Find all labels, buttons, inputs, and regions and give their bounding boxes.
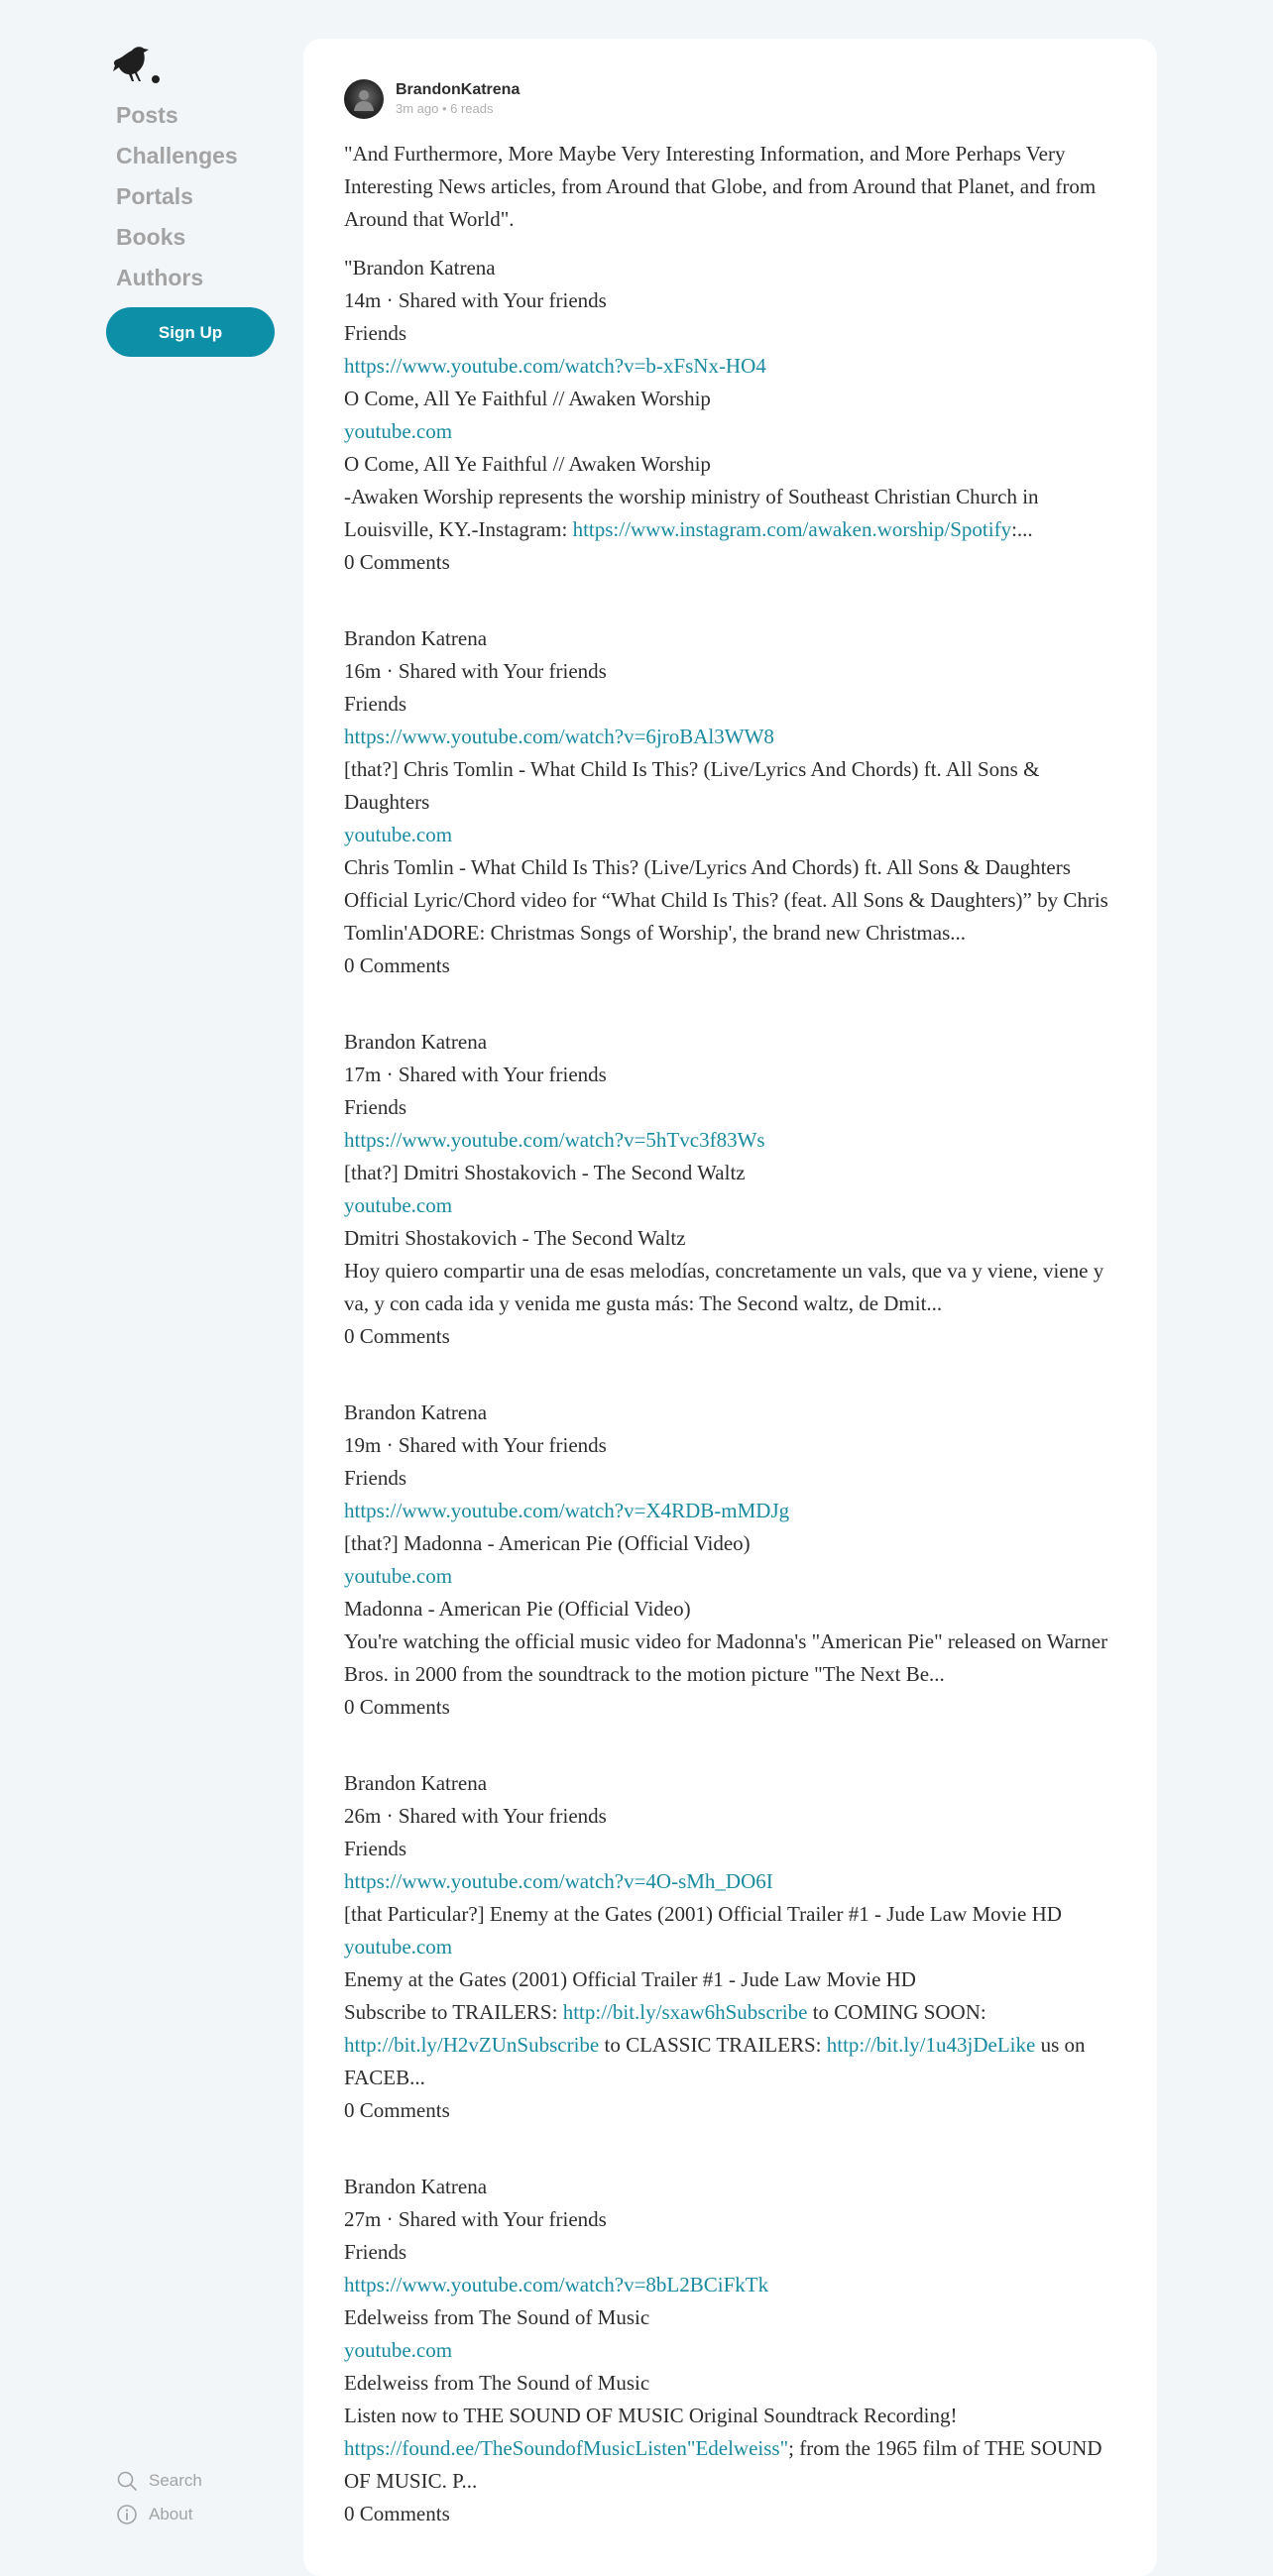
entry-description: Hoy quiero compartir una de esas melodías, concretamente un vals, que va y viene, viene y va, y con cada ida y venida me gusta más: The Second waltz, de Dmit... (344, 1259, 1104, 1315)
entry-description: -Awaken Worship represents the worship ministry of Southeast Christian Church in Louisville, KY.-Instagram: https://www.instagram.com/awaken.worship/Spotify:... (344, 485, 1039, 541)
search-link-label: Search (149, 2471, 202, 2490)
entry-meta: 19m · Shared with Your friends (344, 1433, 607, 1457)
footer-links (116, 2464, 202, 2531)
entry-comments[interactable]: 0 Comments (344, 953, 450, 977)
entry-title: Madonna - American Pie (Official Video) (344, 1597, 691, 1621)
entry-audience: Friends (344, 1095, 406, 1119)
entry-author: Brandon Katrena (344, 1030, 488, 1054)
entry-comments[interactable]: 0 Comments (344, 550, 450, 574)
entry-comments[interactable]: 0 Comments (344, 2502, 450, 2525)
entry-url-link[interactable]: https://www.youtube.com/watch?v=b-xFsNx-HO4 (344, 354, 766, 378)
post-header (344, 76, 1127, 122)
shared-entry (344, 252, 1127, 579)
shared-entry (344, 622, 1127, 982)
info-icon (116, 2504, 138, 2525)
avatar-person-icon (351, 86, 377, 112)
post-intro: "And Furthermore, More Maybe Very Interesting Information, and More Perhaps Very Interesting News articles, from Around that Globe, and from Around that Planet, and from Around that World". (344, 142, 1097, 231)
entry-url-link[interactable]: https://www.youtube.com/watch?v=5hTvc3f83Ws (344, 1128, 765, 1152)
about-link[interactable] (116, 2498, 202, 2531)
entry-caption: Edelweiss from The Sound of Music (344, 2305, 650, 2329)
entry-description: Listen now to THE SOUND OF MUSIC Original Soundtrack Recording! https://found.ee/TheSoundofMusicListen"Edelweiss"; from the 1965 film of THE SOUND OF MUSIC. P... (344, 2404, 1102, 2493)
entry-title: Dmitri Shostakovich - The Second Waltz (344, 1226, 686, 1250)
entry-audience: Friends (344, 321, 406, 345)
nav-posts[interactable]: Posts (116, 102, 178, 128)
entry-title: Enemy at the Gates (2001) Official Trailer #1 - Jude Law Movie HD (344, 1967, 916, 1991)
nav-books[interactable]: Books (116, 224, 186, 250)
entry-caption: [that?] Chris Tomlin - What Child Is This? (Live/Lyrics And Chords) ft. All Sons & Daughters (344, 757, 1040, 814)
entry-author: "Brandon Katrena (344, 256, 496, 280)
sign-up-button[interactable]: Sign Up (106, 307, 275, 357)
entry-author: Brandon Katrena (344, 626, 488, 650)
entry-audience: Friends (344, 1837, 406, 1860)
entry-comments[interactable]: 0 Comments (344, 1324, 450, 1348)
entry-author: Brandon Katrena (344, 1400, 488, 1424)
author-name[interactable]: BrandonKatrena (396, 81, 521, 98)
entry-caption: O Come, All Ye Faithful // Awaken Worship (344, 387, 711, 410)
entry-domain-link[interactable]: youtube.com (344, 419, 453, 443)
avatar[interactable] (344, 79, 384, 119)
post-content (344, 76, 1127, 2530)
entry-meta: 16m · Shared with Your friends (344, 659, 607, 683)
nav-challenges[interactable]: Challenges (116, 143, 238, 168)
entry-meta: 17m · Shared with Your friends (344, 1063, 607, 1086)
entry-caption: [that Particular?] Enemy at the Gates (2001) Official Trailer #1 - Jude Law Movie HD (344, 1902, 1062, 1926)
entry-comments[interactable]: 0 Comments (344, 1695, 450, 1719)
entry-url-link[interactable]: https://www.youtube.com/watch?v=4O-sMh_DO6I (344, 1869, 773, 1893)
search-icon (116, 2470, 138, 2492)
entry-meta: 26m · Shared with Your friends (344, 1804, 607, 1828)
shared-entry (344, 2171, 1127, 2530)
entry-meta: 14m · Shared with Your friends (344, 288, 607, 312)
entry-description: You're watching the official music video for Madonna's "American Pie" released on Warner Bros. in 2000 from the soundtrack to the motion picture "The Next Be... (344, 1629, 1108, 1686)
about-link-label: About (149, 2505, 193, 2523)
post-meta: 3m ago • 6 reads (396, 101, 494, 116)
entry-domain-link[interactable]: youtube.com (344, 1193, 453, 1217)
entry-audience: Friends (344, 692, 406, 716)
entry-title: Edelweiss from The Sound of Music (344, 2371, 650, 2395)
entry-url-link[interactable]: https://www.youtube.com/watch?v=6jroBAl3WW8 (344, 725, 774, 748)
entry-caption: [that?] Dmitri Shostakovich - The Second Waltz (344, 1161, 746, 1184)
entry-meta: 27m · Shared with Your friends (344, 2207, 607, 2231)
entry-audience: Friends (344, 2240, 406, 2264)
crow-icon[interactable] (111, 42, 165, 85)
entry-description-link[interactable]: http://bit.ly/1u43jDeLike (826, 2033, 1036, 2057)
shared-entry (344, 1397, 1127, 1724)
entry-description: Official Lyric/Chord video for “What Child Is This? (feat. All Sons & Daughters)” by Chris Tomlin'ADORE: Christmas Songs of Worship', the brand new Christmas... (344, 888, 1108, 945)
sidebar (0, 0, 297, 2545)
entry-domain-link[interactable]: youtube.com (344, 823, 453, 846)
shared-entry (344, 1767, 1127, 2127)
entry-author: Brandon Katrena (344, 2175, 488, 2198)
entry-domain-link[interactable]: youtube.com (344, 1564, 453, 1588)
entry-domain-link[interactable]: youtube.com (344, 2338, 453, 2362)
nav-portals[interactable]: Portals (116, 183, 193, 209)
search-link[interactable] (116, 2464, 202, 2498)
entry-author: Brandon Katrena (344, 1771, 488, 1795)
entry-url-link[interactable]: https://www.youtube.com/watch?v=X4RDB-mMDJg (344, 1499, 790, 1522)
entry-title: Chris Tomlin - What Child Is This? (Live/Lyrics And Chords) ft. All Sons & Daughters (344, 855, 1071, 879)
post-card (303, 39, 1157, 2576)
entry-description-link[interactable]: http://bit.ly/sxaw6hSubscribe (562, 2000, 808, 2024)
entry-description-link[interactable]: https://www.instagram.com/awaken.worship/Spotify (572, 517, 1012, 541)
entry-domain-link[interactable]: youtube.com (344, 1935, 453, 1959)
main-nav (116, 95, 238, 298)
entry-title: O Come, All Ye Faithful // Awaken Worship (344, 452, 711, 476)
entry-url-link[interactable]: https://www.youtube.com/watch?v=8bL2BCiFkTk (344, 2273, 769, 2296)
entry-audience: Friends (344, 1466, 406, 1490)
entry-description-link[interactable]: https://found.ee/TheSoundofMusicListen"Edelweiss" (344, 2436, 789, 2460)
nav-authors[interactable]: Authors (116, 265, 204, 290)
entry-comments[interactable]: 0 Comments (344, 2098, 450, 2122)
entry-description-link[interactable]: http://bit.ly/H2vZUnSubscribe (344, 2033, 600, 2057)
entry-description: Subscribe to TRAILERS: http://bit.ly/sxaw6hSubscribe to COMING SOON: http://bit.ly/H2vZUnSubscribe to CLASSIC TRAILERS: http://bit.ly/1u43jDeLike us on FACEB... (344, 2000, 1086, 2089)
shared-entry (344, 1026, 1127, 1353)
entry-caption: [that?] Madonna - American Pie (Official Video) (344, 1531, 751, 1555)
